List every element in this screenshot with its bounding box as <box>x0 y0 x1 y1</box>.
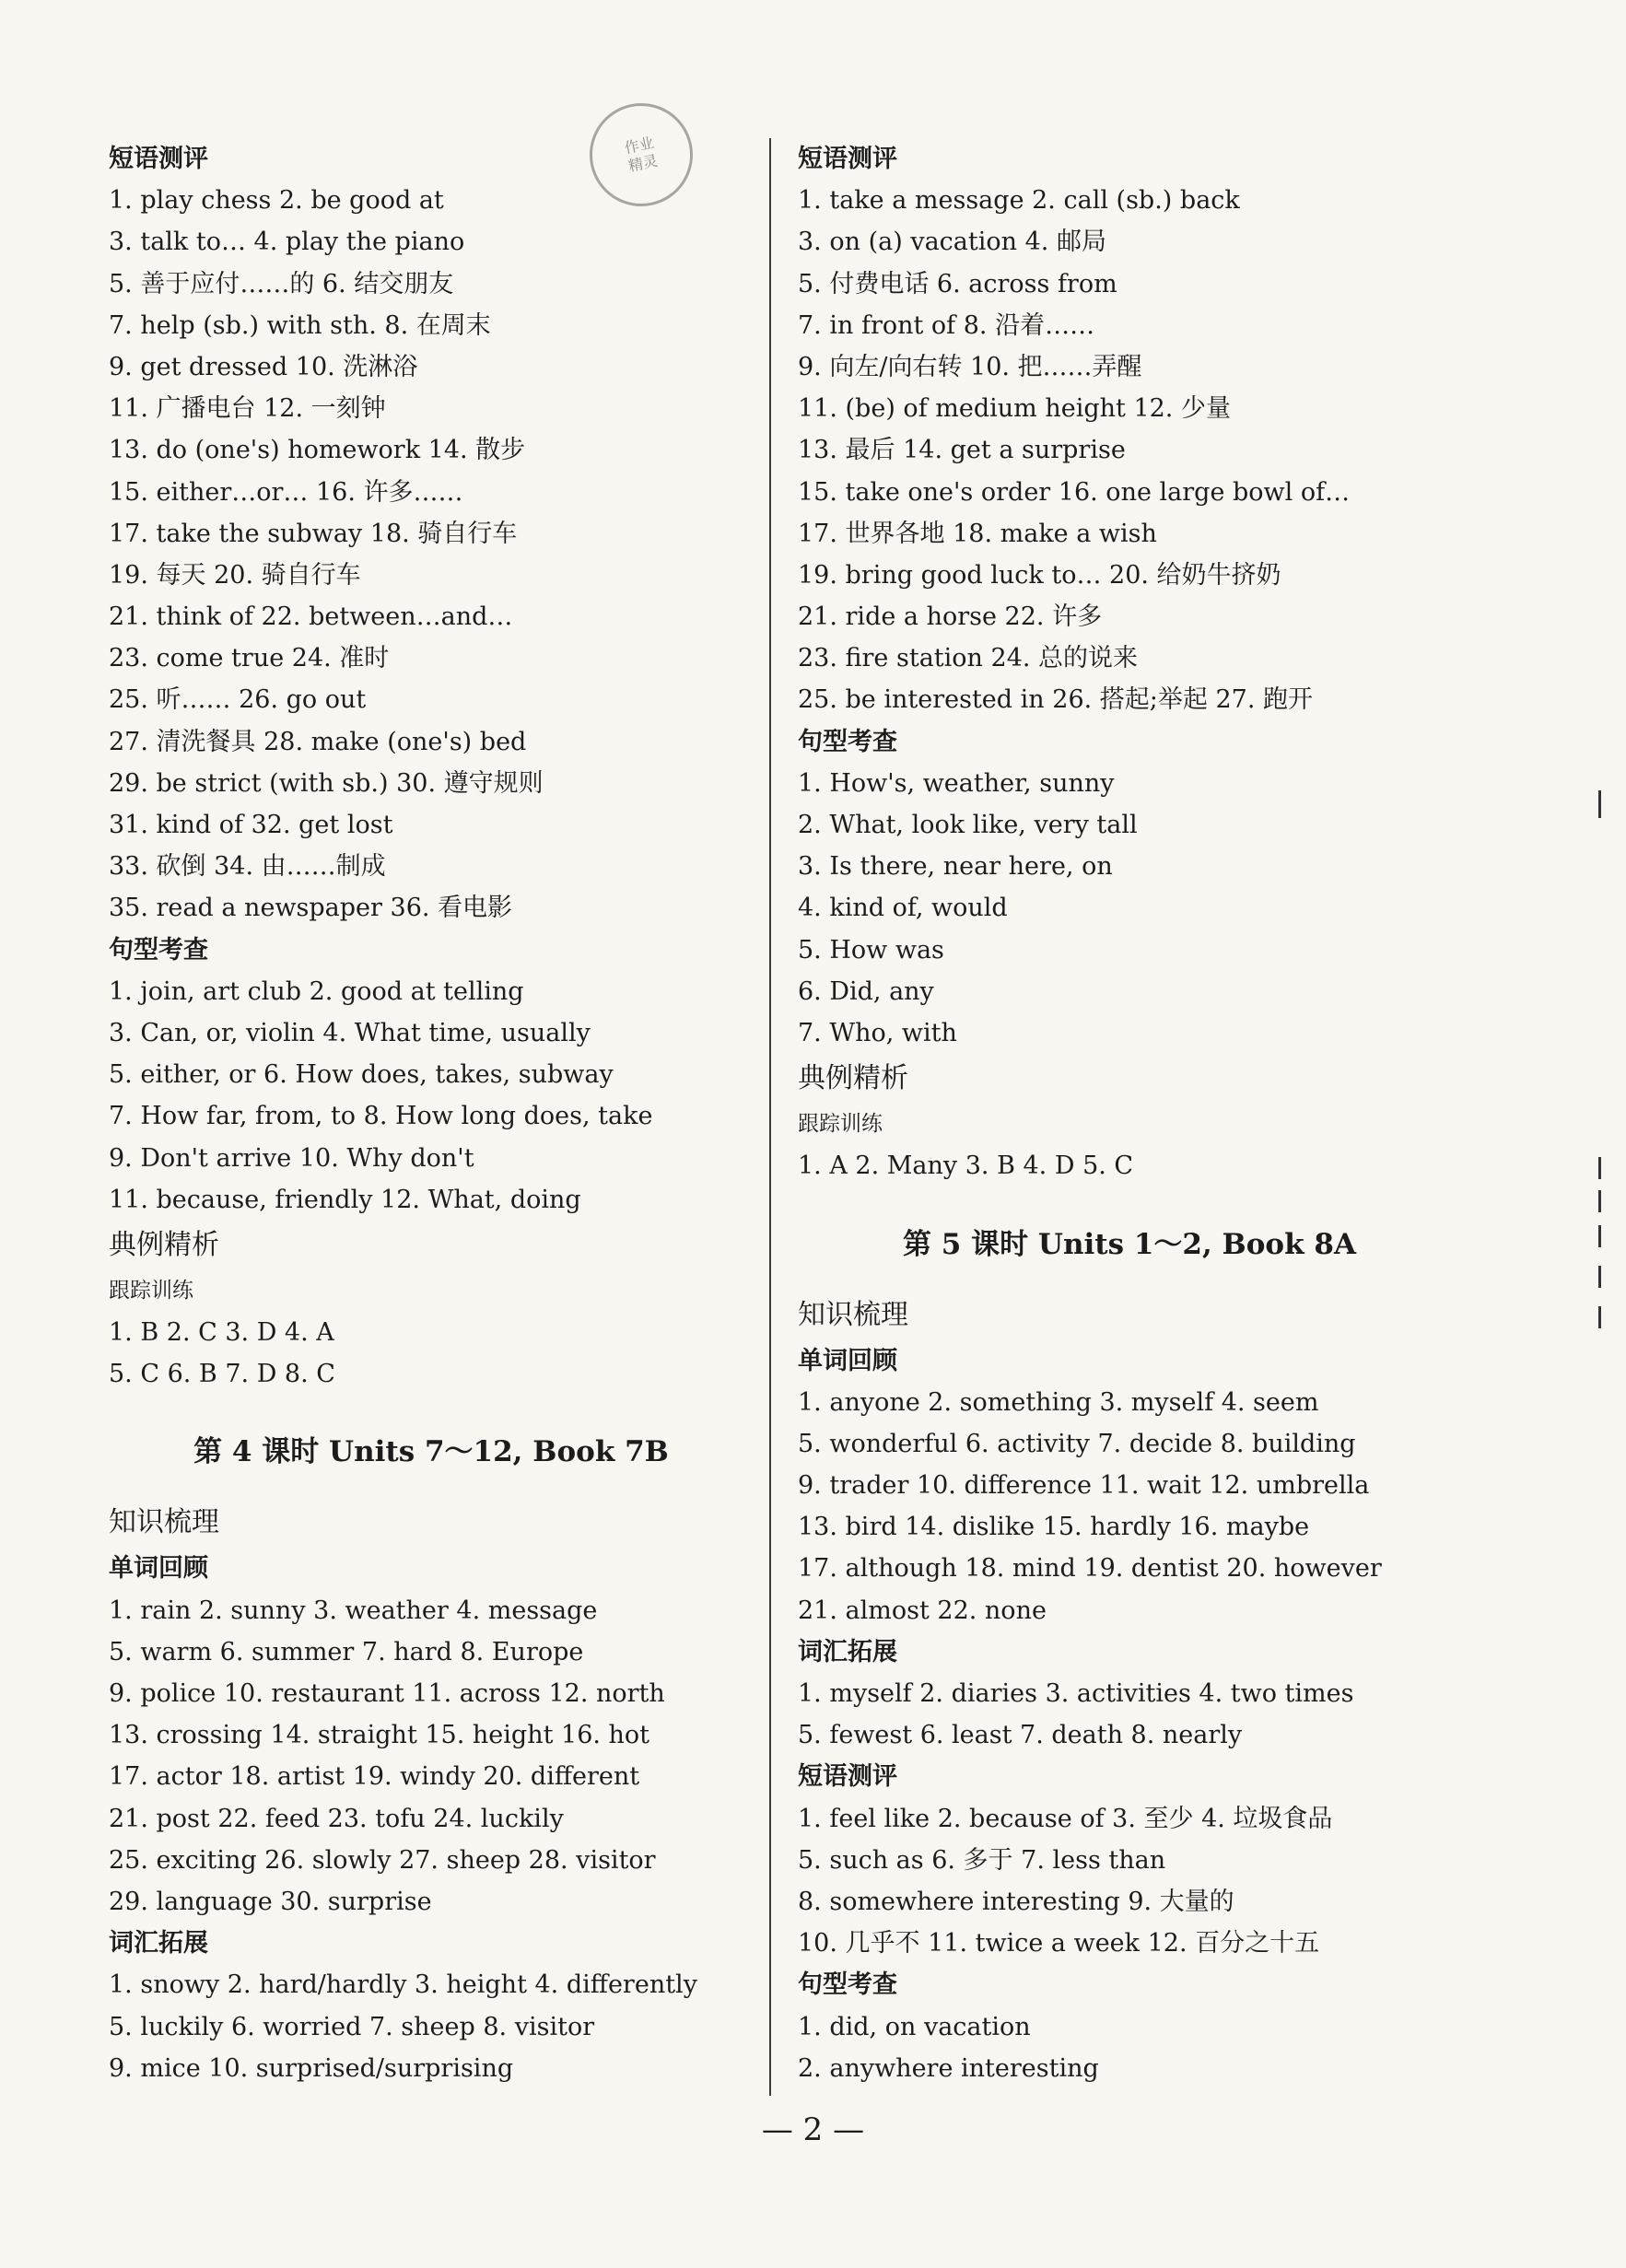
block-heading: 典例精析 <box>109 1228 219 1261</box>
answer-line: 1. take a message 2. call (sb.) back <box>798 186 1240 216</box>
answer-line: 1. rain 2. sunny 3. weather 4. message <box>109 1596 598 1625</box>
answer-line: 3. on (a) vacation 4. 邮局 <box>798 228 1106 257</box>
answer-line: 25. be interested in 26. 搭起;举起 27. 跑开 <box>798 685 1313 715</box>
answer-line: 15. take one's order 16. one large bowl of… <box>798 477 1351 507</box>
answer-line: 9. trader 10. difference 11. wait 12. umbrella <box>798 1471 1370 1501</box>
answer-line: 9. 向左/向右转 10. 把……弄醒 <box>798 352 1142 381</box>
answer-line: 23. fire station 24. 总的说来 <box>798 644 1139 673</box>
answer-line: 10. 几乎不 11. twice a week 12. 百分之十五 <box>798 1929 1320 1958</box>
answer-line: 9. get dressed 10. 洗淋浴 <box>109 352 418 381</box>
answer-line: 5. warm 6. summer 7. hard 8. Europe <box>109 1637 584 1666</box>
answer-line: 11. (be) of medium height 12. 少量 <box>798 394 1231 424</box>
sub-heading: 跟踪训练 <box>109 1278 193 1303</box>
answer-line: 1. snowy 2. hard/hardly 3. height 4. differently <box>109 1970 697 2000</box>
answer-line: 13. crossing 14. straight 15. height 16. hot <box>109 1721 650 1750</box>
answer-line: 21. ride a horse 22. 许多 <box>798 602 1103 632</box>
answer-line: 11. 广播电台 12. 一刻钟 <box>109 394 386 424</box>
answer-line: 7. Who, with <box>798 1018 957 1047</box>
answer-line: 2. anywhere interesting <box>798 2053 1099 2083</box>
answer-line: 1. B 2. C 3. D 4. A <box>109 1318 334 1348</box>
answer-line: 21. think of 22. between…and… <box>109 602 513 632</box>
answer-line: 3. Can, or, violin 4. What time, usually <box>109 1018 591 1047</box>
answer-line: 1. A 2. Many 3. B 4. D 5. C <box>798 1152 1134 1181</box>
answer-line: 5. such as 6. 多于 7. less than <box>798 1845 1166 1875</box>
block-heading: 知识梳理 <box>109 1506 219 1539</box>
answer-line: 29. language 30. surprise <box>109 1887 432 1916</box>
answer-line: 11. because, friendly 12. What, doing <box>109 1185 581 1214</box>
sub-heading: 跟踪训练 <box>798 1112 883 1137</box>
answer-line: 17. although 18. mind 19. dentist 20. however <box>798 1554 1382 1584</box>
answer-line: 7. help (sb.) with sth. 8. 在周末 <box>109 310 491 340</box>
answer-line: 1. How's, weather, sunny <box>798 768 1115 798</box>
section-heading: 单词回顾 <box>109 1554 208 1584</box>
answer-line: 5. fewest 6. least 7. death 8. nearly <box>798 1721 1243 1750</box>
answer-line: 9. mice 10. surprised/surprising <box>109 2053 514 2083</box>
answer-line: 5. C 6. B 7. D 8. C <box>109 1360 335 1389</box>
answer-line: 21. almost 22. none <box>798 1596 1047 1625</box>
edge-mark <box>1598 1306 1601 1328</box>
answer-line: 5. wonderful 6. activity 7. decide 8. building <box>798 1429 1356 1458</box>
page-number: — 2 — <box>761 2111 865 2148</box>
right-column <box>798 138 1461 2089</box>
answer-line: 17. actor 18. artist 19. windy 20. different <box>109 1762 640 1792</box>
answer-line: 19. 每天 20. 骑自行车 <box>109 560 361 590</box>
answer-line: 5. 善于应付……的 6. 结交朋友 <box>109 269 454 298</box>
answer-line: 5. luckily 6. worried 7. sheep 8. visitor <box>109 2012 595 2041</box>
answer-line: 31. kind of 32. get lost <box>109 811 393 839</box>
block-heading: 典例精析 <box>798 1062 908 1095</box>
answer-line: 5. either, or 6. How does, takes, subway <box>109 1060 614 1090</box>
answer-line: 9. police 10. restaurant 11. across 12. north <box>109 1679 665 1708</box>
answer-line: 8. somewhere interesting 9. 大量的 <box>798 1887 1234 1916</box>
section-heading: 句型考查 <box>109 935 208 964</box>
answer-line: 4. kind of, would <box>798 894 1008 923</box>
answer-line: 21. post 22. feed 23. tofu 24. luckily <box>109 1804 564 1833</box>
answer-line: 7. in front of 8. 沿着…… <box>798 310 1095 340</box>
edge-mark <box>1598 1190 1601 1212</box>
section-heading: 词汇拓展 <box>109 1929 208 1958</box>
answer-line: 19. bring good luck to… 20. 给奶牛挤奶 <box>798 560 1281 590</box>
answer-line: 17. 世界各地 18. make a wish <box>798 519 1157 548</box>
stamp-text-bottom: 精灵 <box>626 151 660 175</box>
answer-line: 33. 砍倒 34. 由……制成 <box>109 852 386 882</box>
section-heading: 短语测评 <box>798 145 897 173</box>
answer-line: 15. either…or… 16. 许多…… <box>109 477 463 507</box>
lesson-title: 第 4 课时 Units 7～12, Book 7B <box>193 1435 669 1469</box>
answer-line: 13. 最后 14. get a surprise <box>798 436 1126 465</box>
answer-line: 6. Did, any <box>798 976 934 1006</box>
answer-line: 1. anyone 2. something 3. myself 4. seem <box>798 1387 1319 1417</box>
section-heading: 句型考查 <box>798 1970 897 2000</box>
answer-line: 1. myself 2. diaries 3. activities 4. two times <box>798 1679 1354 1708</box>
answer-line: 7. How far, from, to 8. How long does, take <box>109 1102 653 1131</box>
edge-mark <box>1598 790 1601 818</box>
answer-line: 35. read a newspaper 36. 看电影 <box>109 894 513 923</box>
answer-line: 25. exciting 26. slowly 27. sheep 28. visitor <box>109 1845 656 1875</box>
answer-line: 5. 付费电话 6. across from <box>798 269 1117 298</box>
section-heading: 句型考查 <box>798 727 897 756</box>
answer-line: 9. Don't arrive 10. Why don't <box>109 1143 474 1173</box>
answer-line: 3. talk to… 4. play the piano <box>109 228 465 257</box>
answer-line: 2. What, look like, very tall <box>798 811 1138 839</box>
section-heading: 短语测评 <box>109 145 208 173</box>
left-column <box>109 138 754 2089</box>
answer-line: 25. 听…… 26. go out <box>109 685 367 715</box>
answer-line: 27. 清洗餐具 28. make (one's) bed <box>109 727 527 756</box>
answer-line: 13. bird 14. dislike 15. hardly 16. maybe <box>798 1513 1310 1542</box>
answer-line: 1. feel like 2. because of 3. 至少 4. 垃圾食品 <box>798 1804 1333 1833</box>
answer-line: 1. join, art club 2. good at telling <box>109 976 524 1006</box>
answer-line: 17. take the subway 18. 骑自行车 <box>109 519 518 548</box>
answer-line: 13. do (one's) homework 14. 散步 <box>109 436 526 465</box>
section-heading: 短语测评 <box>798 1762 897 1792</box>
edge-mark <box>1598 1266 1601 1288</box>
column-divider <box>769 138 771 2096</box>
section-heading: 单词回顾 <box>798 1346 897 1375</box>
answer-line: 1. did, on vacation <box>798 2012 1031 2041</box>
answer-line: 3. Is there, near here, on <box>798 852 1113 882</box>
edge-mark <box>1598 1225 1601 1247</box>
answer-line: 29. be strict (with sb.) 30. 遵守规则 <box>109 768 544 798</box>
block-heading: 知识梳理 <box>798 1298 908 1331</box>
lesson-title: 第 5 课时 Units 1～2, Book 8A <box>902 1227 1357 1261</box>
answer-line: 23. come true 24. 准时 <box>109 644 390 673</box>
answer-line: 1. play chess 2. be good at <box>109 186 444 216</box>
stamp-text-top: 作业 <box>623 134 656 158</box>
section-heading: 词汇拓展 <box>798 1637 897 1666</box>
edge-mark <box>1598 1157 1601 1179</box>
answer-line: 5. How was <box>798 935 944 964</box>
